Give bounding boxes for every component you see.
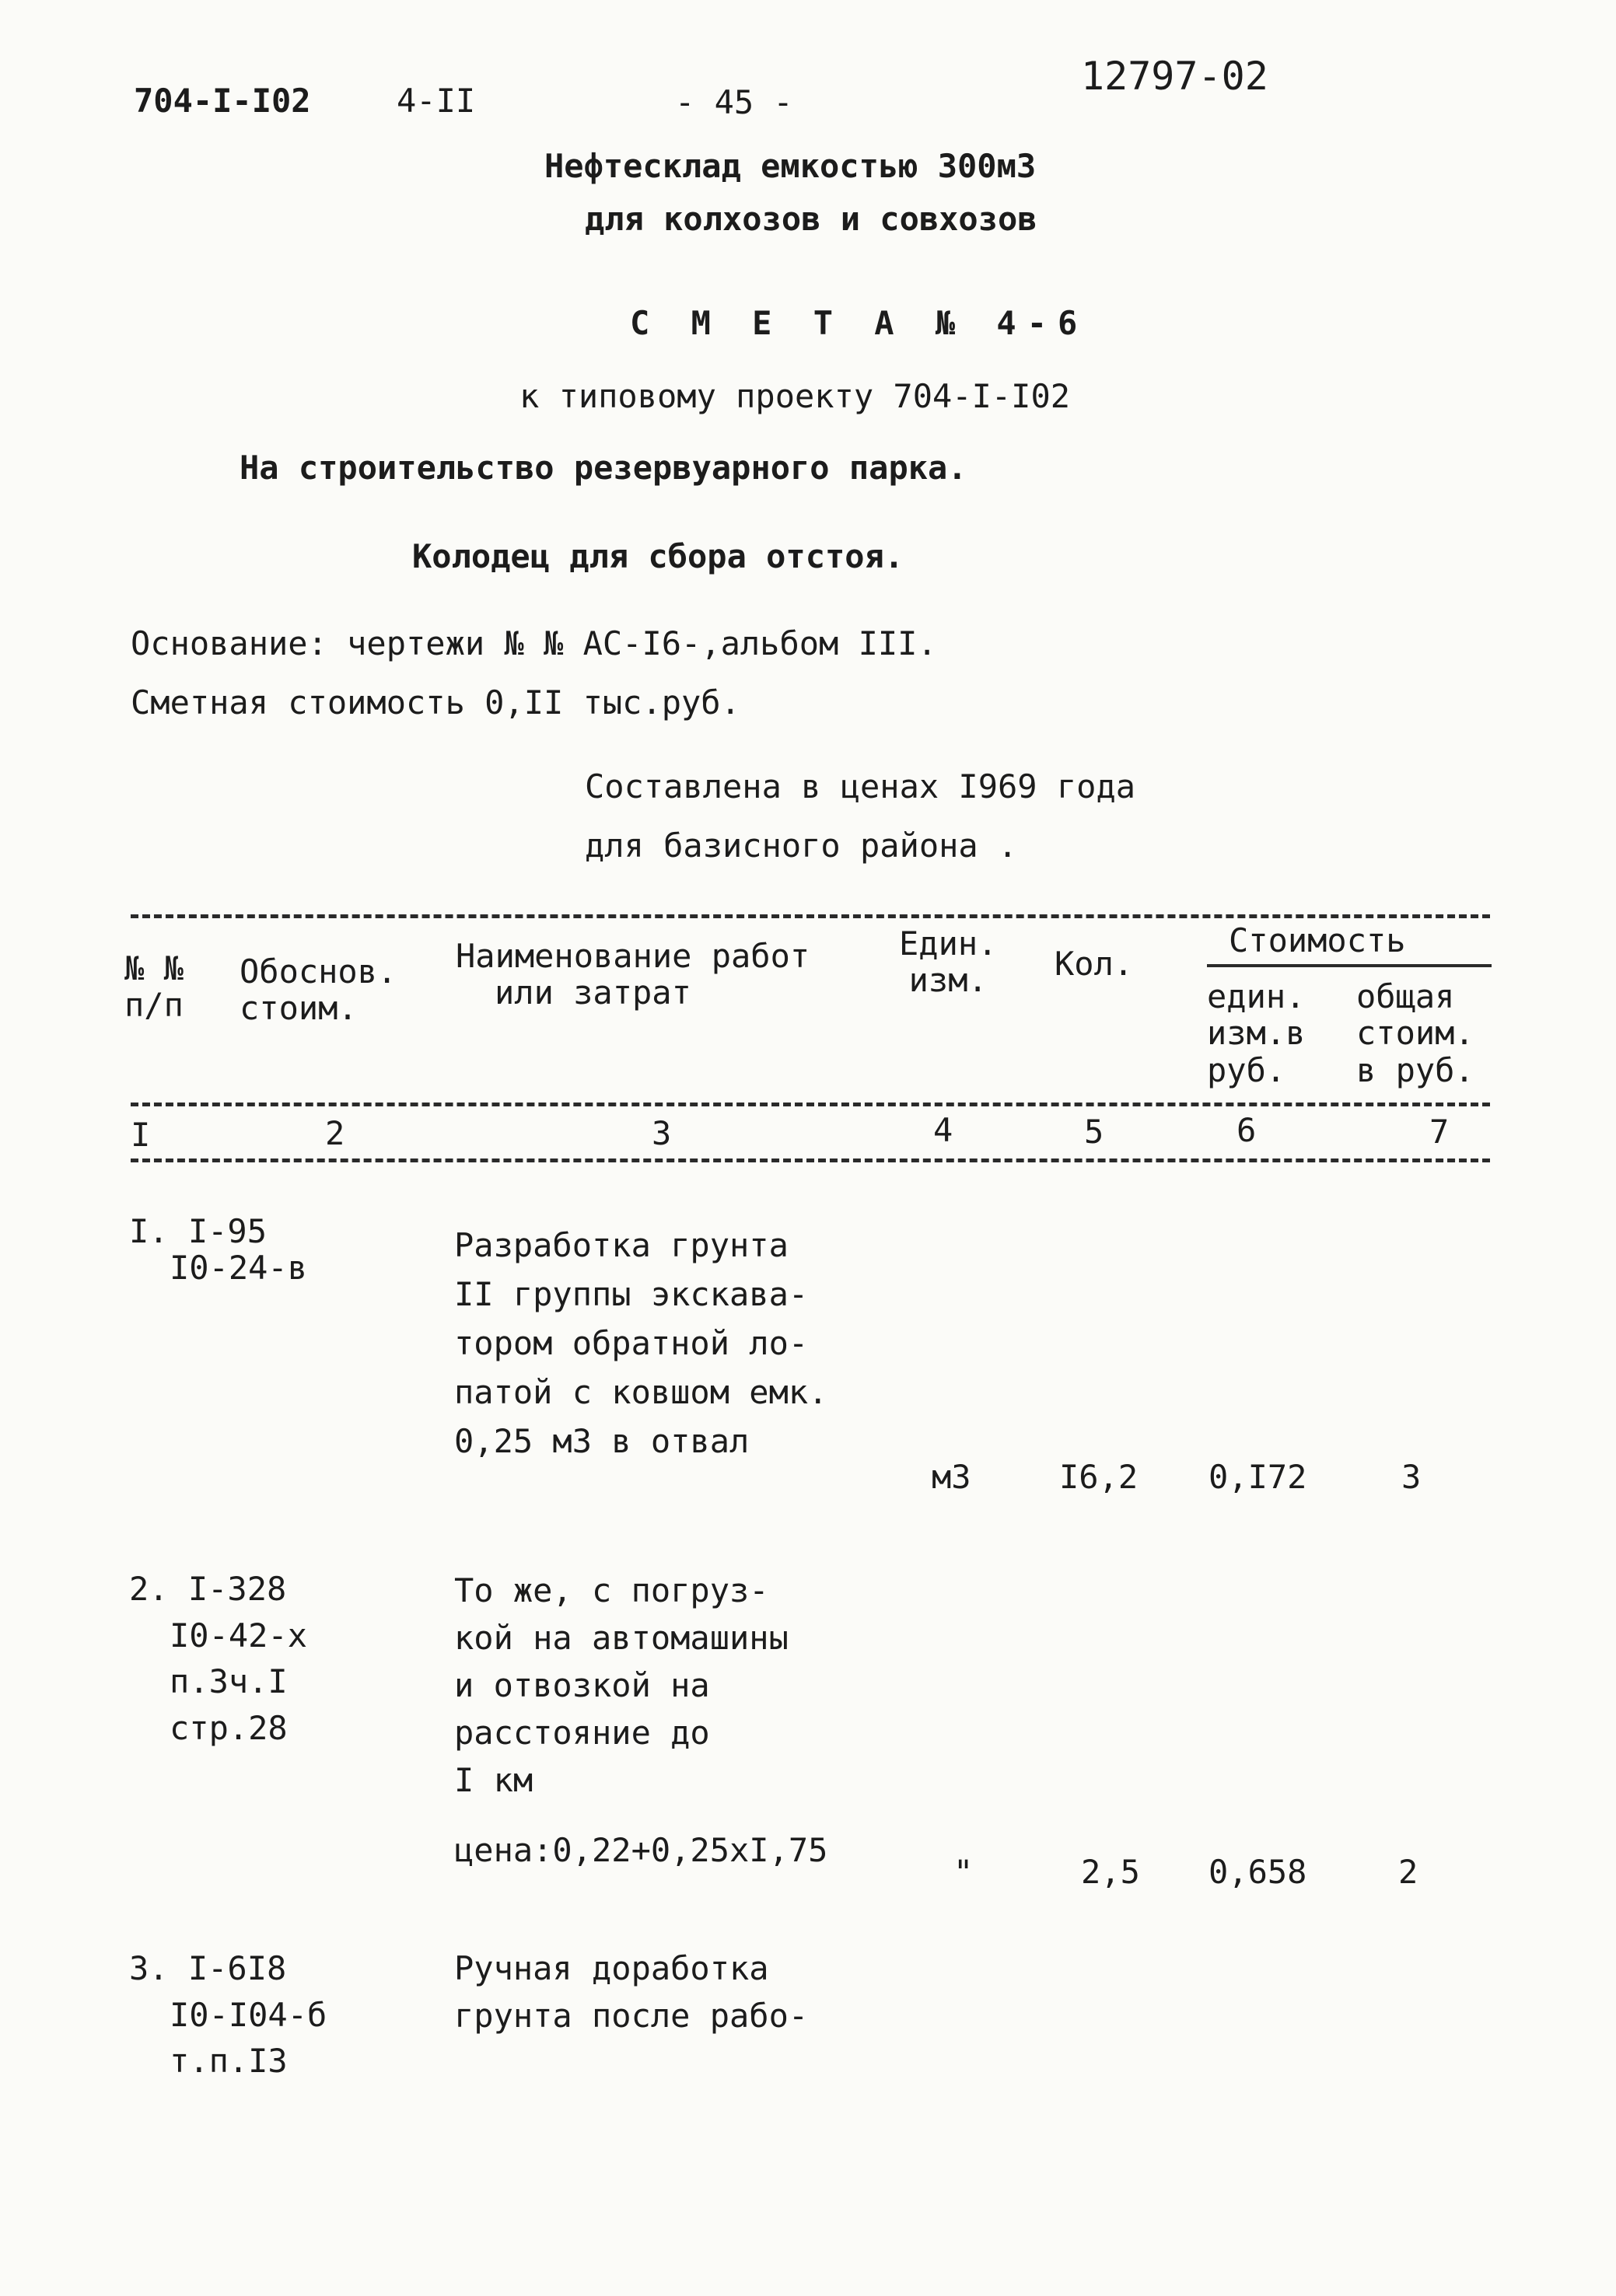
row-3-basis: 3. I-6I8 I0-I04-б т.п.I3 [129,1949,327,2081]
row-2-unit-cost: 0,658 [1209,1853,1307,1891]
col-number-3: 3 [652,1114,672,1152]
row-2-name: То же, с погруз- кой на автомашины и отвозкой на расстояние до I км цена:0,22+0,25хI,75 [454,1571,828,1870]
row-1-unit: м3 [932,1458,971,1496]
estimate-cost: Сметная стоимость 0,II тыс.руб. [131,683,740,722]
header-qty: Кол. [1055,945,1134,983]
col-number-2: 2 [325,1114,345,1152]
header-unit: Един. изм. [899,924,998,1000]
header-name: Наименование работ или затрат [456,937,810,1012]
smeta-title: С М Е Т А № 4-6 [630,304,1089,342]
row-2-unit: " [953,1853,974,1891]
col-number-rule [131,1158,1490,1162]
row-1-unit-cost: 0,I72 [1209,1458,1307,1496]
cost-group-rule [1207,964,1492,967]
row-1-qty: I6,2 [1059,1458,1139,1496]
prices-line-2: для базисного района . [585,826,1018,865]
prices-line-1: Составлена в ценах I969 года [585,767,1136,806]
inventory-number: 12797-02 [1081,54,1268,99]
header-num: № № п/п [124,949,184,1025]
page-number: - 45 - [675,83,793,121]
col-number-6: 6 [1236,1111,1257,1149]
header-basis: Обоснов. стоим. [240,952,397,1028]
object-line: Колодец для сбора отстоя. [412,537,904,575]
header-cost-group: Стоимость [1229,921,1406,959]
row-3-name: Ручная доработка грунта после рабо- [454,1949,809,2035]
basis-line: Основание: чертежи № № АС-I6-,альбом III. [131,624,937,662]
row-2-total: 2 [1398,1853,1418,1891]
title-line-2: для колхозов и совхозов [585,200,1037,238]
header-bottom-rule [131,1103,1490,1106]
row-1-name: Разработка грунта II группы экскава- тором обратной ло- патой с ковшом емк. 0,25 м3 в отвал [454,1226,828,1460]
row-1-total: 3 [1401,1458,1422,1496]
header-total-cost: общая стоим. в руб. [1356,977,1474,1089]
title-line-1: Нефтесклад емкостью 300м3 [544,147,1037,185]
row-2-basis: 2. I-328 I0-42-х п.3ч.I стр.28 [129,1570,308,1747]
col-number-7: 7 [1429,1113,1450,1151]
col-number-4: 4 [933,1111,953,1149]
doc-code: 704-I-I02 [134,82,311,120]
construction-line: На строительство резервуарного парка. [240,449,967,487]
table-top-rule [131,914,1490,918]
header-unit-cost: един. изм.в руб. [1207,977,1306,1089]
project-line: к типовому проекту 704-I-I02 [519,377,1071,415]
row-1-basis: I. I-95 I0-24-в [129,1212,308,1288]
col-number-5: 5 [1084,1113,1104,1151]
row-2-qty: 2,5 [1081,1853,1140,1891]
sheet-number: 4-II [397,82,476,120]
col-number-1: I [131,1116,151,1154]
